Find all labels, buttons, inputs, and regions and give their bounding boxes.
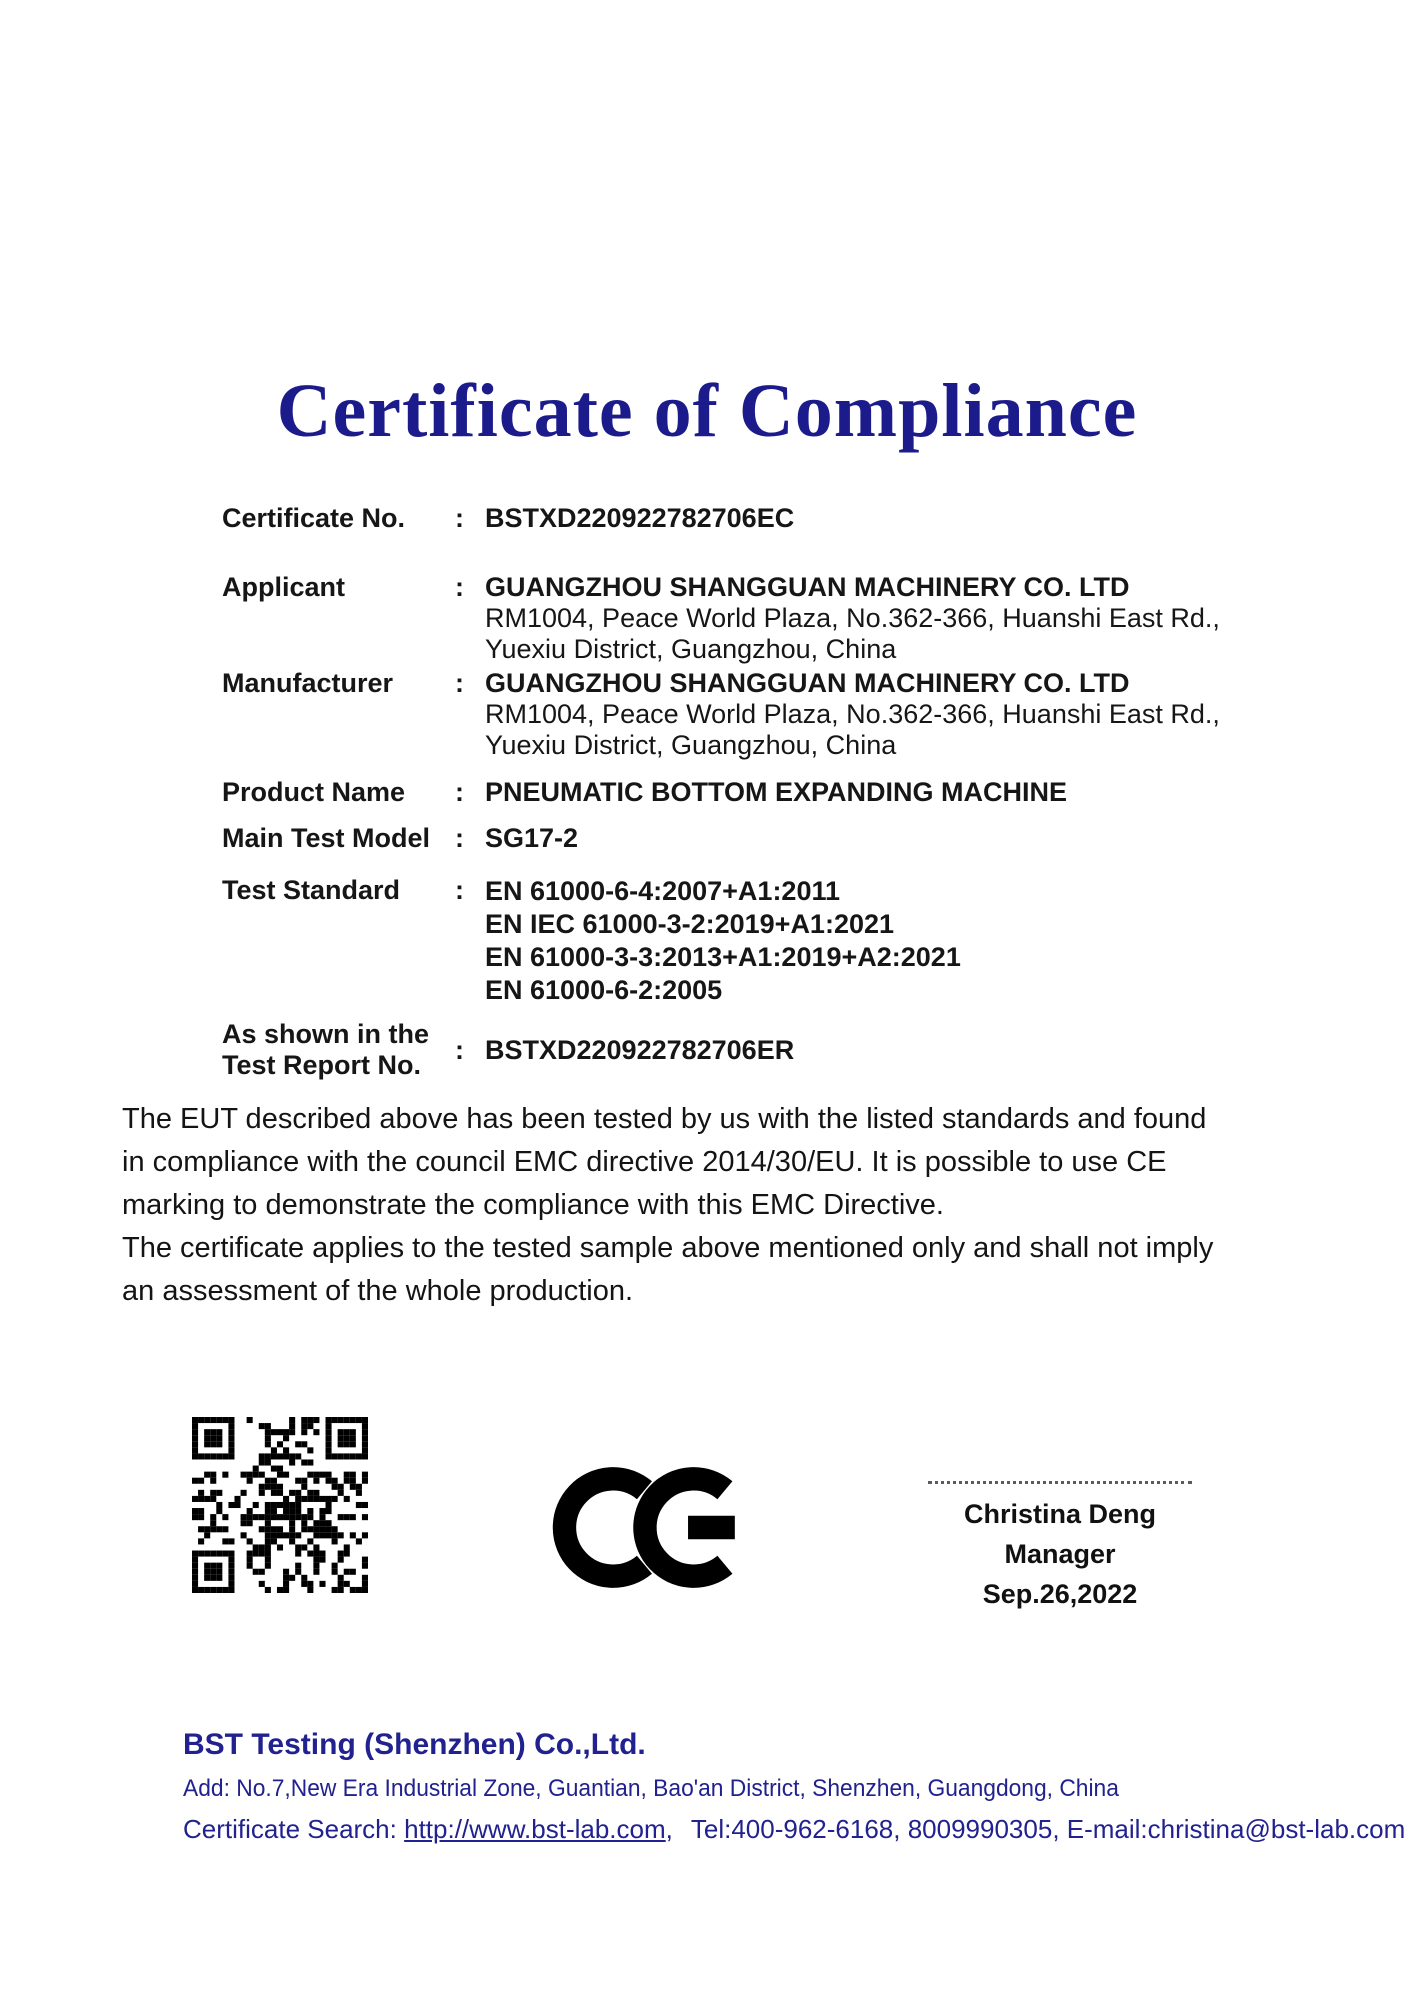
field-colon: : bbox=[455, 777, 464, 807]
certificate-fields bbox=[222, 503, 1222, 1081]
field-value: GUANGZHOU SHANGGUAN MACHINERY CO. LTD RM1004, Peace World Plaza, No.362-366, Huanshi East Rd., Yuexiu District, Guangzhou, China bbox=[485, 668, 1220, 760]
field-label: Certificate No. bbox=[222, 503, 406, 533]
qr-code bbox=[192, 1417, 368, 1593]
field-label: Applicant bbox=[222, 572, 346, 602]
signature-date: Sep.26,2022 bbox=[982, 1579, 1138, 1609]
signer-name: Christina Deng bbox=[963, 1499, 1157, 1529]
comma: , bbox=[665, 1814, 673, 1844]
statement-line: The certificate applies to the tested sample above mentioned only and shall not imply bbox=[122, 1232, 1214, 1264]
signature-block bbox=[928, 1481, 1192, 1614]
field-value: BSTXD220922782706ER bbox=[485, 1034, 795, 1065]
issuer-address: Add: No.7,New Era Industrial Zone, Guantian, Bao'an District, Shenzhen, Guangdong, China bbox=[183, 1775, 1119, 1802]
field-value: SG17-2 bbox=[485, 823, 579, 853]
field-colon: : bbox=[455, 875, 464, 905]
field-row-manufacturer bbox=[222, 668, 1222, 761]
field-value: PNEUMATIC BOTTOM EXPANDING MACHINE bbox=[485, 777, 1068, 807]
field-row-test-standard bbox=[222, 875, 1222, 1007]
statement-line: in compliance with the council EMC directive 2014/30/EU. It is possible to use CE bbox=[122, 1146, 1167, 1178]
field-row-test-report-no bbox=[222, 1019, 1222, 1081]
field-colon: : bbox=[455, 1034, 464, 1065]
page-title: Certificate of Compliance bbox=[276, 369, 1138, 453]
field-label: Product Name bbox=[222, 777, 406, 807]
field-colon: : bbox=[455, 668, 464, 698]
field-row-certificate-no bbox=[222, 503, 1222, 534]
compliance-statement bbox=[122, 1098, 1322, 1313]
field-colon: : bbox=[455, 823, 464, 853]
field-value: BSTXD220922782706EC bbox=[485, 503, 795, 533]
signer-role: Manager bbox=[1004, 1539, 1116, 1569]
statement-line: marking to demonstrate the compliance with this EMC Directive. bbox=[122, 1189, 944, 1221]
signature-text bbox=[928, 1494, 1192, 1614]
field-row-applicant bbox=[222, 572, 1222, 665]
contact-info: Tel:400-962-6168, 8009990305, E-mail:christina@bst-lab.com bbox=[690, 1814, 1406, 1844]
statement-line: an assessment of the whole production. bbox=[122, 1275, 634, 1307]
field-colon: : bbox=[455, 572, 464, 602]
signature-dotted-line bbox=[928, 1481, 1192, 1484]
field-colon: : bbox=[455, 503, 464, 533]
field-label: Manufacturer bbox=[222, 668, 394, 698]
field-value: EN 61000-6-4:2007+A1:2011 EN IEC 61000-3-2:2019+A1:2021 EN 61000-3-3:2013+A1:2019+A2:2021 EN 61000-6-2:2005 bbox=[485, 876, 961, 1005]
field-row-product-name bbox=[222, 777, 1222, 808]
statement-line: The EUT described above has been tested by us with the listed standards and found bbox=[122, 1103, 1207, 1135]
field-row-main-test-model bbox=[222, 823, 1222, 854]
field-label: Main Test Model bbox=[222, 823, 431, 853]
certificate-search-link[interactable]: http://www.bst-lab.com bbox=[404, 1814, 666, 1844]
field-label: Test Standard bbox=[222, 875, 401, 905]
issuer-company-name: BST Testing (Shenzhen) Co.,Ltd. bbox=[183, 1728, 646, 1761]
certificate-search-label: Certificate Search: bbox=[183, 1814, 397, 1844]
field-label: As shown in the Test Report No. bbox=[222, 1019, 430, 1080]
ce-mark-icon bbox=[551, 1462, 739, 1593]
footer-contact-line bbox=[183, 1814, 1405, 1845]
field-value: GUANGZHOU SHANGGUAN MACHINERY CO. LTD RM1004, Peace World Plaza, No.362-366, Huanshi East Rd., Yuexiu District, Guangzhou, China bbox=[485, 572, 1220, 664]
